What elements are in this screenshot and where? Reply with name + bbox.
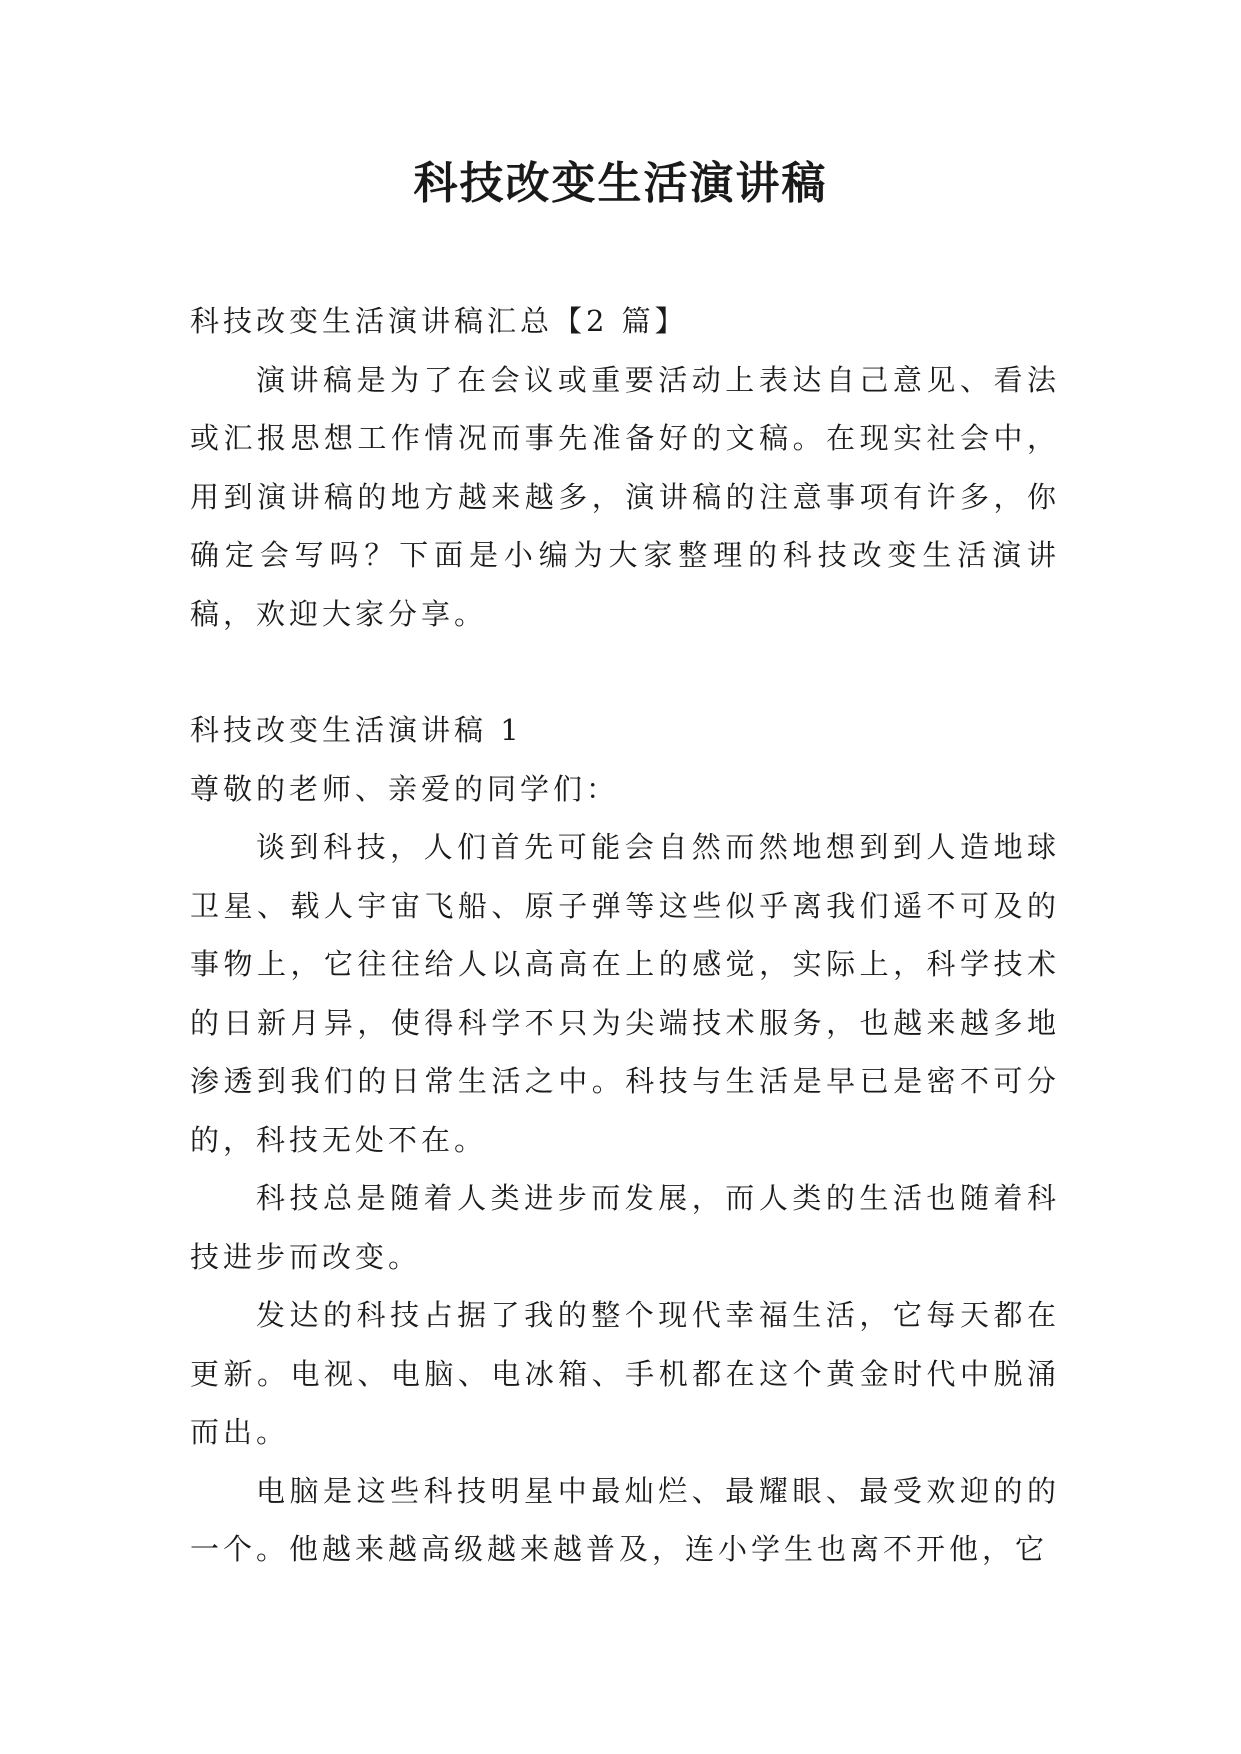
- body-paragraph: 电脑是这些科技明星中最灿烂、最耀眼、最受欢迎的的一个。他越来越高级越来越普及，连小学生也离不开他，它: [190, 1473, 1060, 1566]
- document-body: [190, 292, 1060, 1579]
- body-paragraph: 谈到科技，人们首先可能会自然而然地想到到人造地球卫星、载人宇宙飞船、原子弹等这些似乎离我们遥不可及的事物上，它往往给人以高高在上的感觉，实际上，科学技术的日新月异，使得科学不只为尖端技术服务，也越来越多地渗透到我们的日常生活之中。科技与生活是早已是密不可分的，科技无处不在。: [190, 830, 1060, 1157]
- body-paragraph: 发达的科技占据了我的整个现代幸福生活，它每天都在更新。电视、电脑、电冰箱、手机都在这个黄金时代中脱涌而出。: [190, 1298, 1060, 1449]
- salutation: 尊敬的老师、亲爱的同学们：: [190, 771, 620, 806]
- document-title: 科技改变生活演讲稿: [413, 158, 828, 209]
- collection-heading: 科技改变生活演讲稿汇总【2 篇】: [190, 304, 688, 338]
- body-paragraph: 科技总是随着人类进步而发展，而人类的生活也随着科技进步而改变。: [190, 1181, 1060, 1274]
- section-heading: 科技改变生活演讲稿 1: [190, 713, 523, 747]
- intro-paragraph: 演讲稿是为了在会议或重要活动上表达自己意见、看法或汇报思想工作情况而事先准备好的文稿。在现实社会中，用到演讲稿的地方越来越多，演讲稿的注意事项有许多，你确定会写吗？下面是小编为大家整理的科技改变生活演讲稿，欢迎大家分享。: [190, 362, 1060, 631]
- section-spacer: [190, 643, 1060, 701]
